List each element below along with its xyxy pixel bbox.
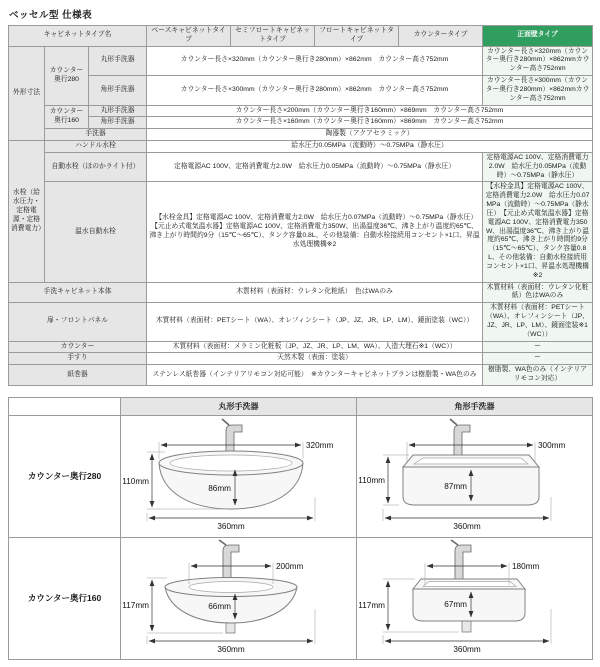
spec-value-hot-water-auto-faucet-front-wall: 【水栓金具】定格電源AC 100V、定格消費電力2.0W 給水圧力0.07MPa（流動時）～0.75MPa（静水圧） 【元止め式電気温水器】定格電源AC 100V、定格消費電力350W、出湯温度36℃、沸き上がり温度約65℃、沸き上がり時間約9分（15℃～65℃）、タンク容量0.8L、その他装備：自動水栓接続用コンセント×1口、昇温水処理機構※2 [483,182,593,282]
round-basin-280-diagram [123,417,355,531]
basin-inner [423,581,516,586]
spec-value-door-front-panel: 木質材料（表面材：PETシート（WA）、オレフィンシート（JP、JZ、JR、LP、LM）、鏡面塗装（WC）） [147,303,483,341]
dim-label-width: 300mm [537,440,565,450]
spec-value-handrail: 天然木製（表面：塗装） [147,353,483,365]
basin-body [413,589,525,621]
basin-inner [170,455,292,471]
spec-value-square160: カウンター長さ×160mm（カウンター奥行き160mm）×869mm カウンター高さ752mm [147,117,593,129]
spec-value-door-front-panel-front-wall: 木質材料（表面材：PETシート（WA）、オレフィンシート（JP、JZ、JR、LP、LM）、鏡面塗装※1（WC）） [483,303,593,341]
spec-row-cabinet-body: 手洗キャビネット本体 [9,282,147,303]
spec-header-base-cabinet: ベースキャビネットタイプ [147,26,231,47]
spec-value-handrail-front-wall: ー [483,353,593,365]
spec-header-front-wall-type: 正面壁タイプ [483,26,593,47]
spec-value-round280: カウンター長さ×320mm（カウンター奥行き280mm）×862mm カウンター高さ752mm [147,46,483,75]
spec-header-counter-type: カウンタータイプ [399,26,483,47]
dim-label-bowl-depth: 67mm [443,599,467,609]
spec-value-counter: 木質材料（表面材：メラミン化粧板（JP、JZ、JR、LP、LM、WA）、人造大理石※1（WC）） [147,341,483,353]
dim-label-width: 180mm [511,561,539,571]
diagram-cell-square-280 [357,415,593,537]
dim-label-height: 117mm [122,600,149,610]
spec-row-handrail: 手すり [9,353,147,365]
spec-value-round280-front-wall: カウンター長さ×320mm（カウンター奥行き280mm）×862mmカウンター高さ752mm [483,46,593,75]
dim-label-bowl-depth: 86mm [207,483,231,493]
basin-inner [189,581,273,592]
spec-row-square-basin: 角形手洗器 [89,117,147,129]
spec-row-depth280: カウンター奥行280 [45,46,89,105]
diagram-cell-round-280 [121,415,357,537]
dim-label-counter-width: 360mm [216,521,245,531]
spec-value-counter-front-wall: ー [483,341,593,353]
spec-row-hot-water-auto-faucet: 温水自動水栓 [45,182,147,282]
spec-value-basin-material: 陶器製（アクアセラミック） [147,129,593,141]
faucet-icon [450,419,470,459]
spec-header-float-cabinet: フロートキャビネットタイプ [315,26,399,47]
spec-value-square280-front-wall: カウンター長さ×300mm（カウンター奥行き280mm）×862mmカウンター高さ752mm [483,76,593,105]
spec-value-auto-faucet-front-wall: 定格電源AC 100V、定格消費電力2.0W 給水圧力0.05MPa（流動時）～0.75MPa（静水圧） [483,152,593,181]
dim-label-bowl-depth: 66mm [207,601,231,611]
spec-row-paper-holder: 紙巻器 [9,365,147,386]
spec-row-auto-faucet: 自動水栓（ほのかライト付） [45,152,147,181]
spec-header-semi-float-cabinet: セミフロートキャビネットタイプ [231,26,315,47]
diagram-corner-cell [9,397,121,415]
spec-row-handle-faucet: ハンドル水栓 [45,141,147,153]
dim-label-counter-width: 360mm [452,521,481,531]
spec-value-cabinet-body-front-wall: 木質材料（表面材：ウレタン化粧紙）色はWAのみ [483,282,593,303]
spec-row-round-basin: 丸形手洗器 [89,105,147,117]
dim-label-counter-width: 360mm [216,644,245,653]
spec-row-counter: カウンター [9,341,147,353]
spec-value-handle-faucet: 給水圧力0.05MPa（流動時）～0.75MPa（静水圧） [147,141,593,153]
spec-row-depth160: カウンター奥行160 [45,105,89,129]
spec-row-square-basin: 角形手洗器 [89,76,147,105]
spec-row-faucet: 水栓（給水圧力・定格電源・定格消費電力） [9,141,45,282]
dim-label-height: 117mm [358,600,385,610]
spec-table [8,25,593,386]
spec-value-cabinet-body: 木質材料（表面材：ウレタン化粧紙） 色はWAのみ [147,282,483,303]
spec-value-square280: カウンター長さ×300mm（カウンター奥行き280mm）×862mm カウンター高さ752mm [147,76,483,105]
square-basin-280-diagram [359,417,591,531]
spec-value-round160: カウンター長さ×200mm（カウンター奥行き160mm）×869mm カウンター高さ752mm [147,105,593,117]
spec-header-cabinet-type-name: キャビネットタイプ名 [9,26,147,47]
dim-label-counter-width: 360mm [452,644,481,653]
dim-label-height: 110mm [122,476,149,486]
spec-value-hot-water-auto-faucet: 【水栓金具】定格電源AC 100V、定格消費電力2.0W 給水圧力0.07MPa（流動時）～0.75MPa（静水圧） 【元止め式電気温水器】定格電源AC 100V、定格消費電力350W、出湯温度36℃、沸き上がり温度約65℃、沸き上がり時間約9分（15℃～65℃）、タンク容量0.8L、その他装備：自動水栓接続用コンセント×1口、昇温水処理機構※2 [147,182,483,282]
round-basin-160-diagram [123,539,355,653]
diagram-cell-round-160 [121,537,357,659]
dim-label-height: 110mm [358,475,385,485]
spec-value-paper-holder-front-wall: 樹脂製、WA色のみ（インテリアリモコン対応） [483,365,593,386]
square-basin-160-diagram [359,539,591,653]
faucet-icon [451,540,471,583]
basin-inner [414,458,528,464]
diagram-header-square-basin: 角形手洗器 [357,397,593,415]
spec-row-outer-dimensions: 外形寸法 [9,46,45,140]
diagram-cell-square-160 [357,537,593,659]
dimension-diagram-table [8,397,593,660]
spec-row-round-basin: 丸形手洗器 [89,46,147,75]
spec-value-paper-holder: ステンレス紙巻器（インテリアリモコン対応可能） ※カウンターキャビネットプランは樹脂製・WA色のみ [147,365,483,386]
page-title: ベッセル型 仕様表 [9,10,93,21]
spec-row-door-front-panel: 扉・フロントパネル [9,303,147,341]
dim-label-bowl-depth: 87mm [443,481,467,491]
spec-row-basin: 手洗器 [45,129,147,141]
diagram-header-round-basin: 丸形手洗器 [121,397,357,415]
drain-stem [462,621,471,632]
dim-label-width: 200mm [275,561,303,571]
dim-label-width: 320mm [305,440,333,450]
drain-stem [226,623,235,633]
spec-value-auto-faucet: 定格電源AC 100V、定格消費電力2.0W 給水圧力0.05MPa（流動時）～0.75MPa（静水圧） [147,152,483,181]
diagram-row-label-depth160: カウンター奥行160 [9,537,121,659]
diagram-row-label-depth280: カウンター奥行280 [9,415,121,537]
